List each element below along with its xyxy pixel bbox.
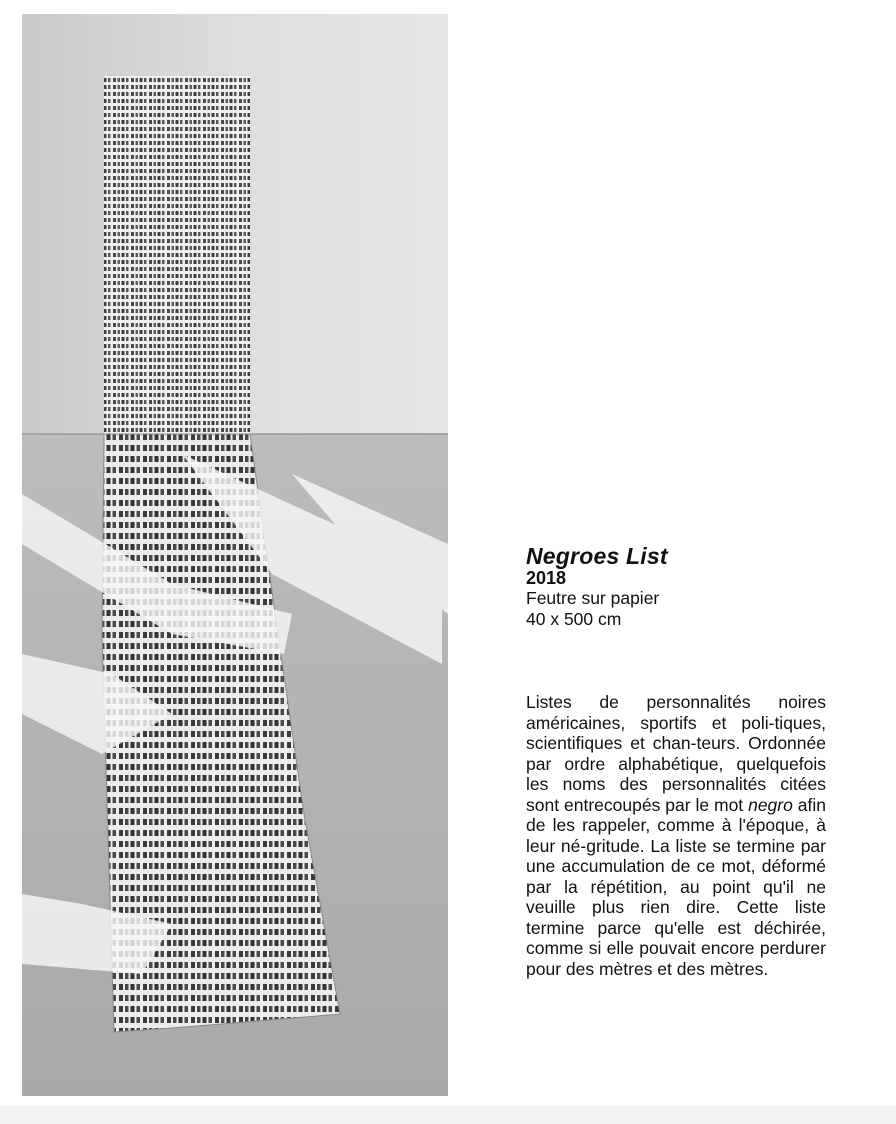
artwork-caption [526,544,826,630]
description-part-2: afin de les rappeler, comme à l'époque, à leur né-gritude. La liste se termine par une accumulation de ce mot, déformé par la répétition, au point qu'il ne veuille plus rien dire. Cette liste termine parce qu'elle est déchirée, comme si elle pouvait encore perdurer pour des mètres et des mètres. [526,794,826,979]
artwork-dimensions: 40 x 500 cm [526,609,622,629]
artwork-medium: Feutre sur papier [526,588,660,608]
artwork-title: Negroes List [526,543,668,569]
artwork-year: 2018 [526,568,567,588]
description-part-1: Listes de personnalités noires américaines, sportifs et poli-tiques, scientifiques et chan-teurs. Ordonnée par ordre alphabétique, quelquefois les noms des personnalités citées sont entrecoupés par le mot [526,692,826,815]
artwork-description [526,692,826,979]
artwork-photo [22,14,448,1096]
description-italic-word: negro [748,794,793,815]
page-footer-bar [0,1106,896,1124]
